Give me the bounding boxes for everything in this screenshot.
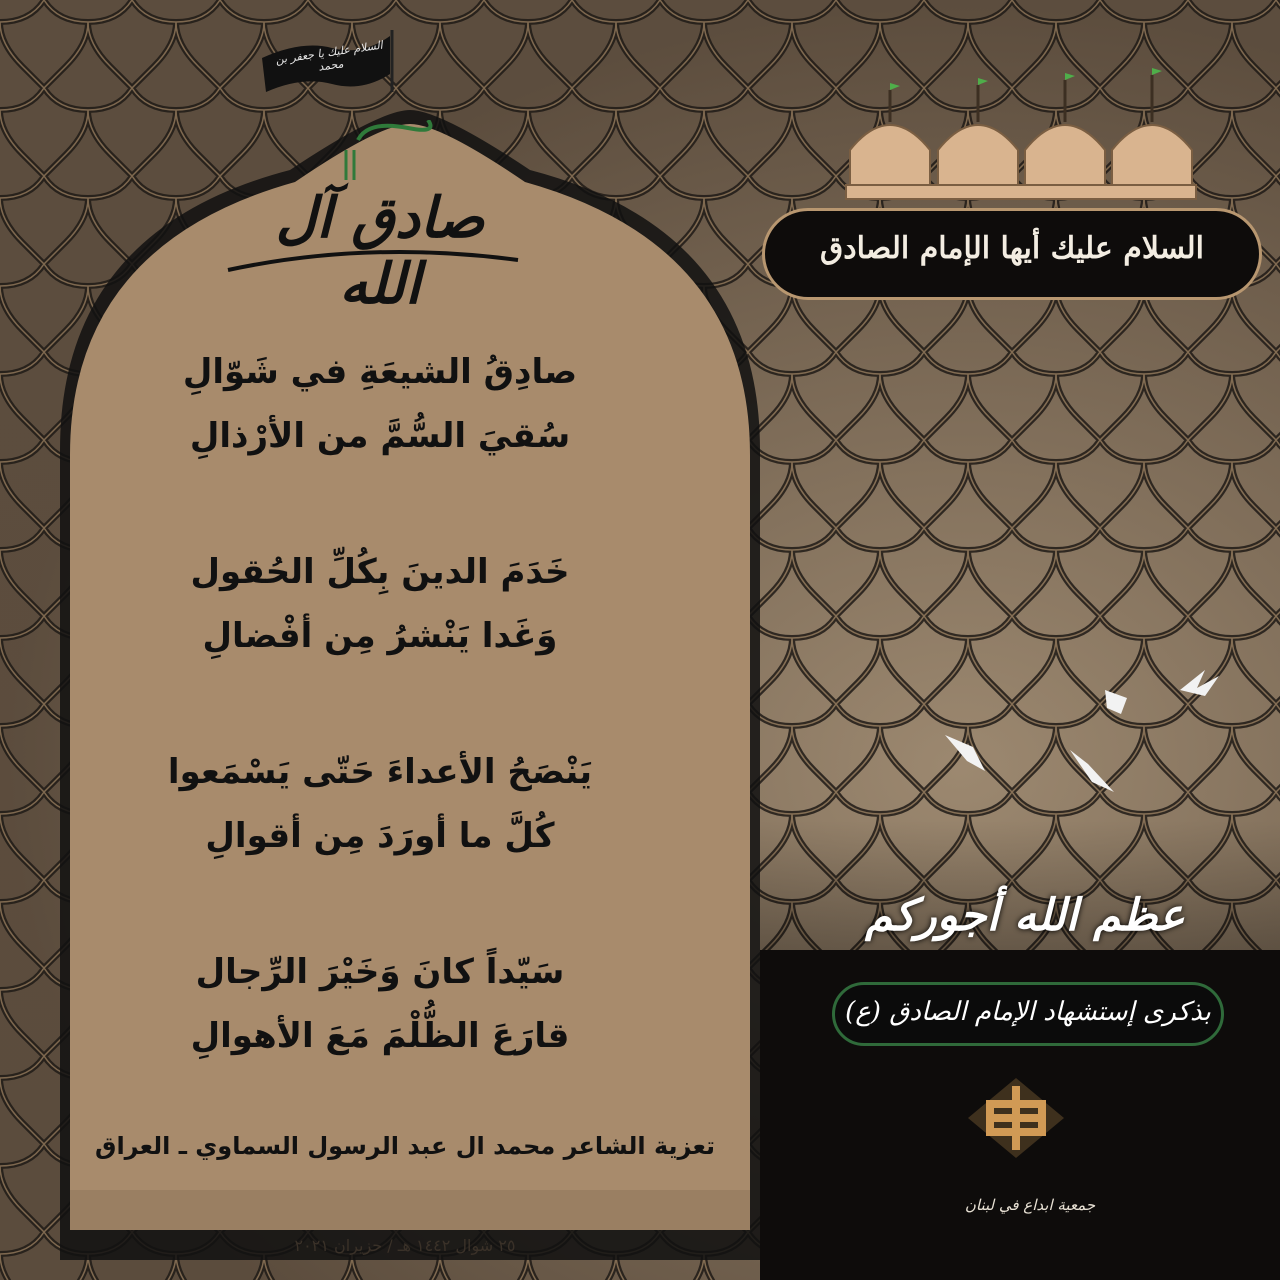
condolence-box — [832, 982, 1224, 1046]
poem-line: سُقيَ السُّمَّ من الأرْذالِ — [189, 416, 571, 456]
salutation-text: السلام عليك أيها الإمام الصادق — [820, 231, 1204, 266]
poem-line: وَغَدا يَنْشرُ مِن أفْضالِ — [202, 616, 558, 656]
poem-line: خَدَمَ الدينَ بِكُلِّ الحُقول — [190, 552, 570, 592]
poem-line: يَنْصَحُ الأعداءَ حَتّى يَسْمَعوا — [167, 752, 593, 792]
condolence-subtitle: بذكرى إستشهاد الإمام الصادق (ع) — [845, 997, 1211, 1027]
poem-stanza — [150, 940, 610, 1068]
association-logo-icon — [968, 1078, 1064, 1158]
poet-credit: تعزية الشاعر محمد ال عبد الرسول السماوي ـ العراق — [94, 1132, 716, 1160]
flag-text: السلام عليك يا جعفر بن محمد — [274, 38, 384, 74]
calligraphy-title: صادق آل الله — [275, 185, 485, 317]
poem-stanza — [150, 340, 610, 468]
poem-line: كُلَّ ما أورَدَ مِن أقوالِ — [205, 816, 555, 856]
poem-stanza — [150, 740, 610, 868]
poem — [150, 340, 610, 1140]
association-name: جمعية ابداع في لبنان — [964, 1196, 1096, 1214]
poem-line: سَيّداً كانَ وَخَيْرَ الرِّجال — [195, 952, 565, 992]
poem-stanza — [150, 540, 610, 668]
salutation-banner — [762, 208, 1262, 300]
poem-line: صادِقُ الشيعَةِ في شَوّالِ — [182, 352, 578, 392]
condolence-title: عظم الله أجوركم — [865, 890, 1185, 941]
date-text: ٢٥ شوال ١٤٤٢ هـ / حزيران ٢٠٢١ — [294, 1236, 516, 1255]
poem-line: قارَعَ الظُّلْمَ مَعَ الأهوالِ — [190, 1016, 570, 1056]
